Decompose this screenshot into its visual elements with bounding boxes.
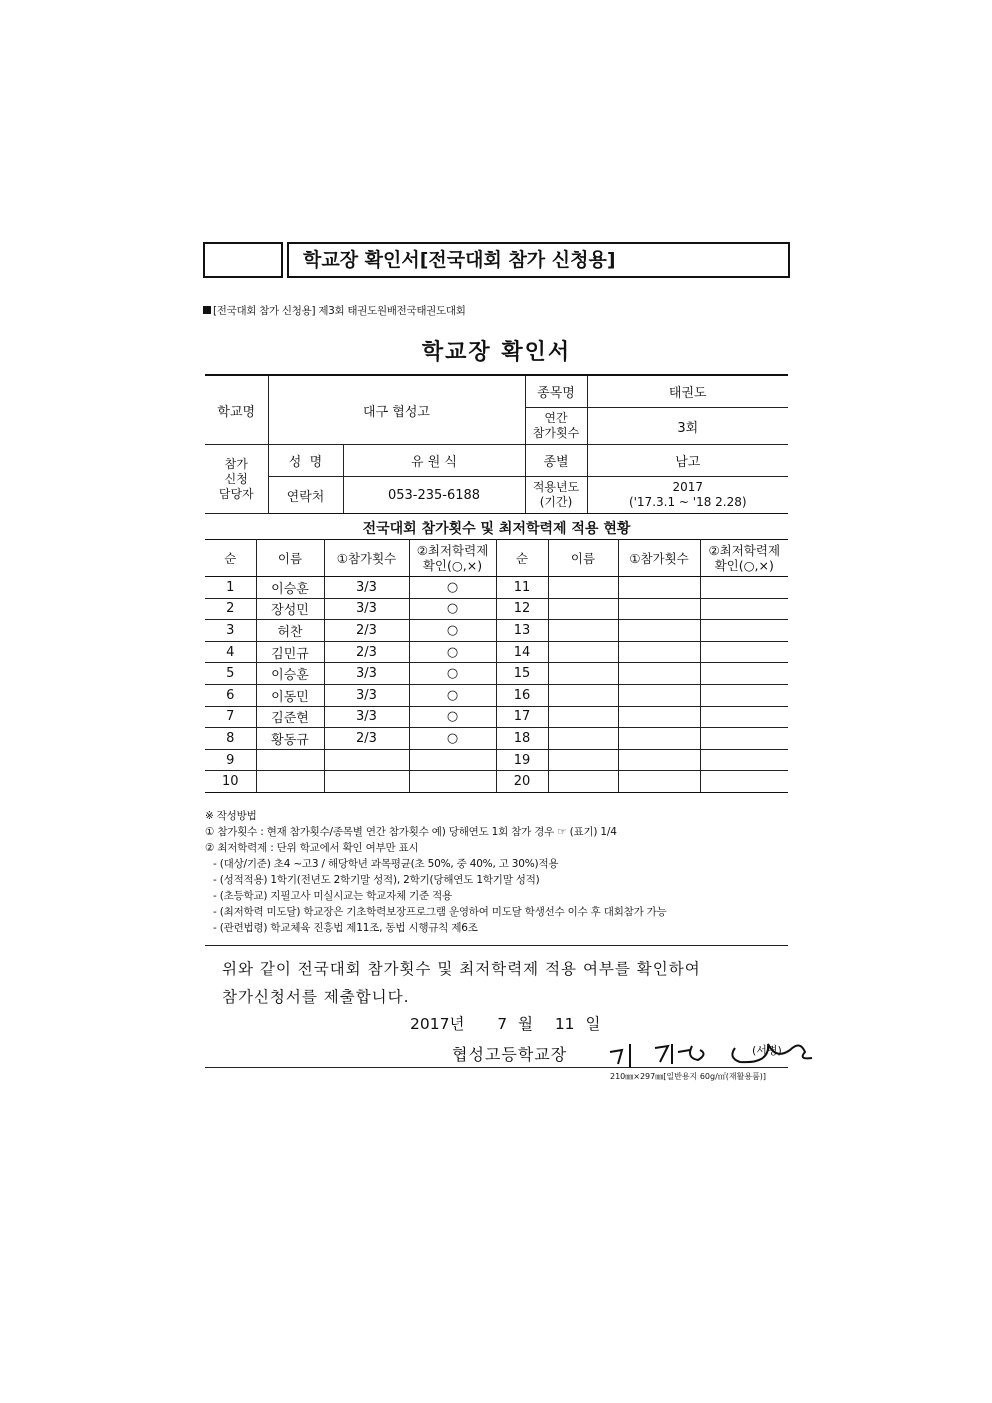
row-number: 7	[205, 706, 256, 728]
table-row	[205, 598, 788, 620]
min-academic-check: ○	[409, 641, 496, 663]
row-number: 12	[496, 598, 548, 620]
table-row	[205, 728, 788, 750]
note-line: - (성적적용) 1학기(전년도 2학기말 성적), 2학기(당해연도 1학기말 성적)	[213, 874, 540, 886]
row-number: 10	[205, 771, 256, 793]
participation-count	[618, 706, 700, 728]
row-number: 16	[496, 684, 548, 706]
confirm-line-2: 참가신청서를 제출합니다.	[222, 988, 410, 1006]
min-academic-check	[700, 771, 788, 793]
row-number: 18	[496, 728, 548, 750]
column-header: ①참가횟수	[324, 540, 409, 577]
row-number: 19	[496, 749, 548, 771]
participation-count	[618, 598, 700, 620]
participant-name: 황동규	[256, 728, 324, 750]
gender-label: 종별	[525, 445, 587, 477]
min-academic-check	[409, 771, 496, 793]
participant-name	[548, 641, 618, 663]
square-bullet-icon	[203, 306, 211, 314]
participant-name	[548, 771, 618, 793]
min-academic-check	[700, 663, 788, 685]
contact-value: 053-235-6188	[343, 477, 525, 514]
sport-value: 태권도	[587, 375, 788, 408]
min-academic-check: ○	[409, 684, 496, 706]
row-number: 6	[205, 684, 256, 706]
row-number: 14	[496, 641, 548, 663]
min-academic-check: ○	[409, 706, 496, 728]
participant-name: 허찬	[256, 620, 324, 642]
participation-count	[618, 684, 700, 706]
min-academic-check	[700, 620, 788, 642]
participant-name: 김민규	[256, 641, 324, 663]
name-label: 성 명	[268, 445, 343, 477]
min-academic-check	[700, 598, 788, 620]
subtitle-event: 제3회 태권도원배전국태권도대회	[318, 305, 466, 317]
manager-label: 참가 신청 담당자	[205, 445, 268, 514]
participation-count: 3/3	[324, 706, 409, 728]
participation-count: 2/3	[324, 641, 409, 663]
min-academic-check: ○	[409, 598, 496, 620]
row-number: 11	[496, 577, 548, 599]
min-academic-check: ○	[409, 663, 496, 685]
sport-label: 종목명	[525, 375, 587, 408]
divider	[205, 1067, 788, 1068]
participant-name	[548, 749, 618, 771]
gender-value: 남고	[587, 445, 788, 477]
header-title: 학교장 확인서[전국대회 참가 신청용]	[287, 242, 790, 278]
participation-count	[618, 663, 700, 685]
page-title: 학교장 확인서	[421, 340, 572, 365]
column-header: ②최저학력제 확인(○,×)	[700, 540, 788, 577]
row-number: 1	[205, 577, 256, 599]
note-line: - (대상/기준) 초4 ~고3 / 해당학년 과목평균(초 50%, 중 40%, 고 30%)적용	[213, 858, 559, 870]
participant-name	[548, 620, 618, 642]
row-number: 13	[496, 620, 548, 642]
year-label: 적용년도 (기간)	[525, 477, 587, 514]
row-number: 5	[205, 663, 256, 685]
table-row	[205, 684, 788, 706]
participant-name: 이동민	[256, 684, 324, 706]
column-header: ①참가횟수	[618, 540, 700, 577]
subtitle-prefix: [전국대회 참가 신청용]	[213, 305, 316, 317]
annual-count-label: 연간 참가횟수	[525, 408, 587, 445]
min-academic-check	[700, 577, 788, 599]
status-table	[205, 539, 788, 793]
participant-name	[256, 771, 324, 793]
confirm-line-1: 위와 같이 전국대회 참가횟수 및 최저학력제 적용 여부를 확인하여	[222, 960, 701, 978]
note-line: - (최저학력 미도달) 학교장은 기초학력보장프로그램 운영하여 미도달 학생선수 이수 후 대회참가 가능	[213, 906, 667, 918]
table-row	[205, 706, 788, 728]
form-subtitle	[203, 303, 466, 318]
row-number: 4	[205, 641, 256, 663]
confirmation-statement	[222, 955, 701, 1011]
row-number: 8	[205, 728, 256, 750]
participant-name: 장성민	[256, 598, 324, 620]
participant-name: 김준현	[256, 706, 324, 728]
min-academic-check: ○	[409, 620, 496, 642]
column-header: 순	[205, 540, 256, 577]
participant-name: 이승훈	[256, 577, 324, 599]
participant-name	[548, 728, 618, 750]
row-number: 9	[205, 749, 256, 771]
participation-count: 3/3	[324, 684, 409, 706]
participation-count	[618, 728, 700, 750]
note-line: ① 참가횟수 : 현재 참가횟수/종목별 연간 참가횟수 예) 당해연도 1회 참가 경우 ☞ (표기) 1/4	[205, 826, 617, 838]
min-academic-check: ○	[409, 728, 496, 750]
column-header: ②최저학력제 확인(○,×)	[409, 540, 496, 577]
participation-count: 3/3	[324, 598, 409, 620]
row-number: 17	[496, 706, 548, 728]
participation-count	[618, 771, 700, 793]
min-academic-check	[700, 641, 788, 663]
principal-title: 협성고등학교장	[452, 1045, 568, 1064]
header-empty-box	[203, 242, 283, 278]
table-row	[205, 771, 788, 793]
status-header-row	[205, 540, 788, 577]
min-academic-check	[700, 706, 788, 728]
divider	[205, 945, 788, 946]
participant-name: 이승훈	[256, 663, 324, 685]
min-academic-check	[409, 749, 496, 771]
participation-count: 2/3	[324, 728, 409, 750]
table-row	[205, 663, 788, 685]
row-number: 15	[496, 663, 548, 685]
row-number: 2	[205, 598, 256, 620]
handwritten-signature	[600, 1030, 820, 1070]
notes-heading: ※ 작성방법	[205, 810, 257, 822]
participation-count	[618, 577, 700, 599]
paper-spec: 210㎜×297㎜[일반용지 60g/㎡(재활용품)]	[610, 1072, 767, 1081]
note-line: ② 최저학력제 : 단위 학교에서 확인 여부만 표시	[205, 842, 419, 854]
table-row	[205, 641, 788, 663]
table-row	[205, 749, 788, 771]
note-line: - (관련법령) 학교체육 진흥법 제11조, 동법 시행규칙 제6조	[213, 922, 478, 934]
instructions	[205, 808, 795, 936]
participant-name	[548, 598, 618, 620]
participant-name	[256, 749, 324, 771]
min-academic-check: ○	[409, 577, 496, 599]
status-title: 전국대회 참가횟수 및 최저학력제 적용 현황	[362, 521, 631, 537]
participation-count	[324, 771, 409, 793]
column-header: 순	[496, 540, 548, 577]
row-number: 20	[496, 771, 548, 793]
contact-label: 연락처	[268, 477, 343, 514]
table-row	[205, 620, 788, 642]
participation-count	[618, 641, 700, 663]
min-academic-check	[700, 684, 788, 706]
participation-count	[618, 620, 700, 642]
note-line: - (초등학교) 지필고사 미실시교는 학교자체 기준 적용	[213, 890, 453, 902]
column-header: 이름	[256, 540, 324, 577]
name-value: 유 원 식	[343, 445, 525, 477]
participant-name	[548, 663, 618, 685]
signature-date: 2017년 7 월 11 일	[410, 1015, 601, 1033]
participation-count: 2/3	[324, 620, 409, 642]
table-row	[205, 577, 788, 599]
participant-name	[548, 577, 618, 599]
participation-count	[618, 749, 700, 771]
participation-count	[324, 749, 409, 771]
participation-count: 3/3	[324, 577, 409, 599]
info-table	[205, 374, 788, 514]
min-academic-check	[700, 749, 788, 771]
participation-count: 3/3	[324, 663, 409, 685]
participant-name	[548, 684, 618, 706]
min-academic-check	[700, 728, 788, 750]
school-label: 학교명	[205, 375, 268, 445]
annual-count-value: 3회	[587, 408, 788, 445]
column-header: 이름	[548, 540, 618, 577]
seal-text: (서명)	[752, 1044, 782, 1057]
participant-name	[548, 706, 618, 728]
school-value: 대구 협성고	[268, 375, 525, 445]
year-value: 2017 ('17.3.1 ~ '18 2.28)	[587, 477, 788, 514]
row-number: 3	[205, 620, 256, 642]
